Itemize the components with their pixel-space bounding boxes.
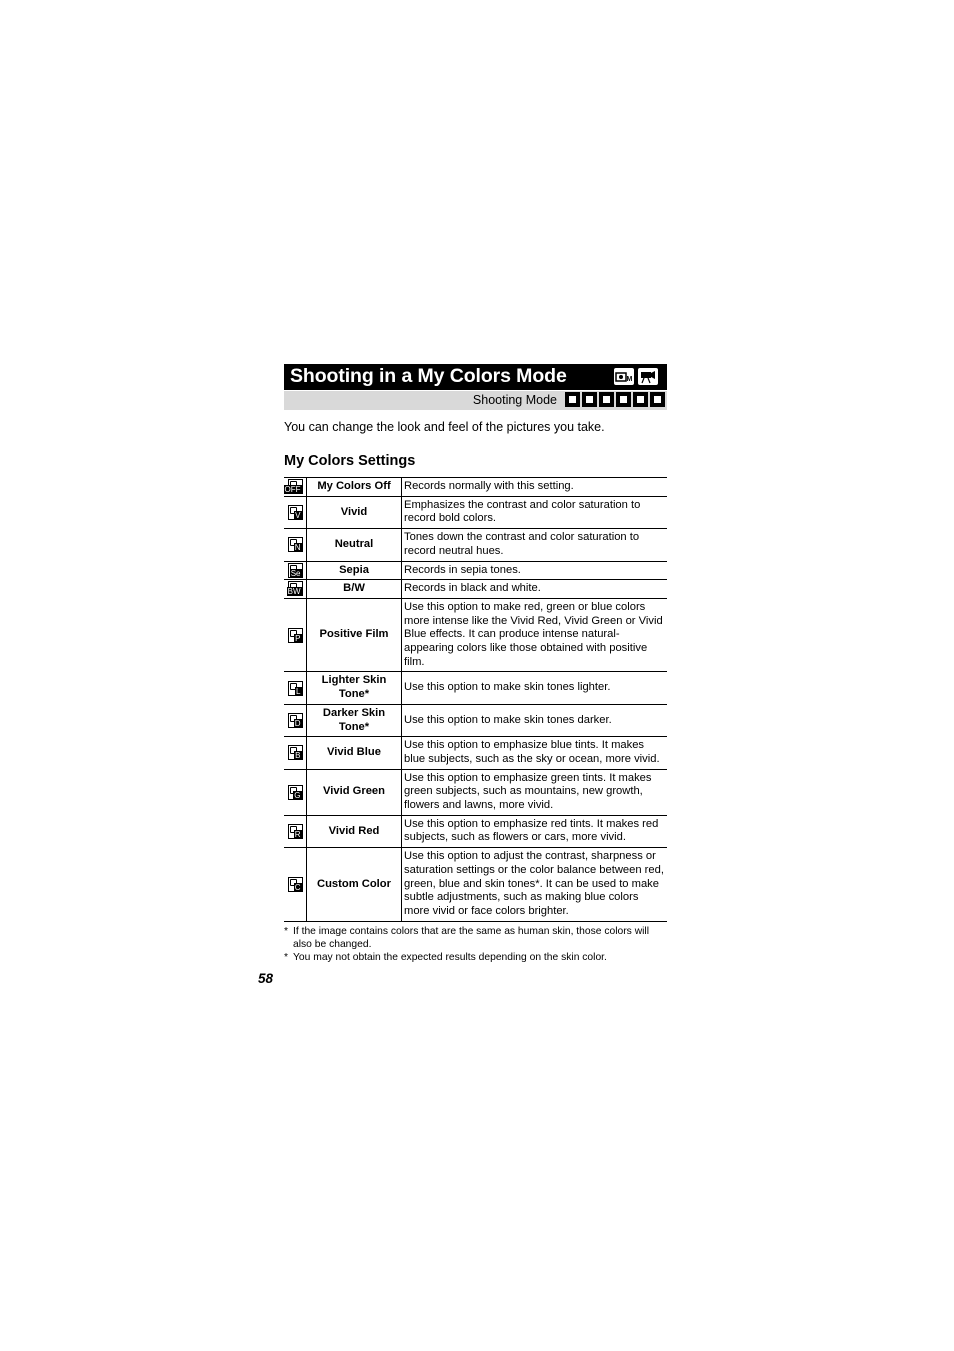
setting-description: Records normally with this setting. bbox=[402, 478, 668, 497]
my-colors-table bbox=[284, 477, 667, 922]
icon-glyph: L bbox=[296, 686, 301, 696]
setting-description: Use this option to make skin tones darker. bbox=[402, 704, 668, 736]
table-row bbox=[284, 672, 667, 704]
table-row bbox=[284, 529, 667, 561]
setting-name: Sepia bbox=[307, 561, 402, 580]
icon-glyph: V bbox=[295, 510, 301, 520]
my-colors-off-icon bbox=[284, 479, 303, 495]
page-title: Shooting in a My Colors Mode bbox=[290, 365, 567, 387]
title-icons bbox=[614, 368, 658, 385]
intro-text: You can change the look and feel of the pictures you take. bbox=[284, 420, 605, 434]
setting-description: Tones down the contrast and color saturation to record neutral hues. bbox=[402, 529, 668, 561]
table-row bbox=[284, 815, 667, 847]
setting-icon-cell bbox=[284, 704, 307, 736]
shooting-mode-label: Shooting Mode bbox=[472, 393, 557, 407]
setting-icon-cell bbox=[284, 561, 307, 580]
darker-skin-tone-icon bbox=[288, 713, 303, 728]
positive-film-icon bbox=[288, 628, 303, 643]
setting-icon-cell bbox=[284, 672, 307, 704]
sepia-icon bbox=[288, 563, 303, 578]
foliage-icon bbox=[633, 392, 648, 407]
setting-description: Use this option to emphasize blue tints. It makes blue subjects, such as the sky or ocean, more vivid. bbox=[402, 737, 668, 769]
icon-glyph: P bbox=[295, 633, 301, 643]
setting-description: Use this option to emphasize green tints. It makes green subjects, such as mountains, new growth, flowers and lawns, more vivid. bbox=[402, 769, 668, 815]
setting-name: Vivid Red bbox=[307, 815, 402, 847]
table-row bbox=[284, 769, 667, 815]
setting-name: Vivid bbox=[307, 496, 402, 528]
title-bar bbox=[284, 364, 667, 390]
setting-name: Custom Color bbox=[307, 848, 402, 922]
setting-name: Positive Film bbox=[307, 598, 402, 672]
footnote-text: You may not obtain the expected results depending on the skin color. bbox=[293, 951, 607, 963]
vivid-icon bbox=[288, 505, 303, 520]
setting-description: Use this option to make skin tones lighter. bbox=[402, 672, 668, 704]
shooting-mode-icons bbox=[565, 392, 665, 407]
movie-camera-icon bbox=[638, 368, 658, 385]
icon-glyph: D bbox=[294, 718, 301, 728]
setting-name: Lighter Skin Tone* bbox=[307, 672, 402, 704]
night-scene-icon bbox=[582, 392, 597, 407]
icon-glyph: N bbox=[294, 543, 301, 553]
icon-glyph: OFF bbox=[284, 485, 301, 495]
setting-name: Neutral bbox=[307, 529, 402, 561]
vivid-green-icon bbox=[288, 785, 303, 800]
vivid-blue-icon bbox=[288, 745, 303, 760]
camera-manual-icon bbox=[614, 368, 634, 385]
table-row bbox=[284, 704, 667, 736]
section-title: My Colors Settings bbox=[284, 453, 416, 469]
bw-icon bbox=[288, 581, 303, 596]
footnote bbox=[284, 951, 667, 964]
table-row bbox=[284, 561, 667, 580]
setting-icon-cell bbox=[284, 496, 307, 528]
setting-name: Vivid Green bbox=[307, 769, 402, 815]
setting-description: Use this option to adjust the contrast, sharpness or saturation settings or the color balance between red, green, blue and skin tones*. It can be used to make subtle adjustments, such as making blue colors more vivid or face colors brighter. bbox=[402, 848, 668, 922]
setting-description: Records in black and white. bbox=[402, 580, 668, 599]
setting-icon-cell bbox=[284, 848, 307, 922]
table-row bbox=[284, 496, 667, 528]
table-row bbox=[284, 580, 667, 599]
setting-icon-cell bbox=[284, 580, 307, 599]
setting-icon-cell bbox=[284, 529, 307, 561]
setting-icon-cell bbox=[284, 737, 307, 769]
icon-glyph: G bbox=[294, 790, 301, 800]
icon-glyph: R bbox=[294, 829, 301, 839]
table-row bbox=[284, 598, 667, 672]
setting-description: Use this option to make red, green or blue colors more intense like the Vivid Red, Vivid Green or Vivid Blue effects. It can produce intense natural-appearing colors like those obtained with positive film. bbox=[402, 598, 668, 672]
setting-icon-cell bbox=[284, 598, 307, 672]
table-row bbox=[284, 478, 667, 497]
page-number: 58 bbox=[258, 971, 274, 986]
kids-pets-icon bbox=[599, 392, 614, 407]
icon-glyph: C bbox=[294, 882, 301, 892]
shooting-mode-bar bbox=[284, 391, 667, 410]
footnote bbox=[284, 925, 667, 951]
footnote-mark: * bbox=[284, 925, 289, 937]
lighter-skin-tone-icon bbox=[288, 681, 303, 696]
page-content bbox=[284, 364, 667, 964]
table-row bbox=[284, 848, 667, 922]
table-row bbox=[284, 737, 667, 769]
icon-glyph: B bbox=[295, 751, 301, 761]
portrait-icon bbox=[565, 392, 580, 407]
neutral-icon bbox=[288, 537, 303, 552]
setting-name: My Colors Off bbox=[307, 478, 402, 497]
setting-icon-cell bbox=[284, 769, 307, 815]
vivid-red-icon bbox=[288, 824, 303, 839]
footnote-text: If the image contains colors that are the same as human skin, those colors will also be changed. bbox=[293, 925, 649, 950]
setting-description: Records in sepia tones. bbox=[402, 561, 668, 580]
footnotes bbox=[284, 925, 667, 964]
icon-glyph: BW bbox=[287, 587, 301, 597]
setting-icon-cell bbox=[284, 478, 307, 497]
footnote-mark: * bbox=[284, 951, 289, 963]
snow-icon bbox=[650, 392, 665, 407]
setting-name: B/W bbox=[307, 580, 402, 599]
setting-description: Use this option to emphasize red tints. It makes red subjects, such as flowers or cars, more vivid. bbox=[402, 815, 668, 847]
setting-description: Emphasizes the contrast and color saturation to record bold colors. bbox=[402, 496, 668, 528]
indoor-icon bbox=[616, 392, 631, 407]
icon-glyph: Se bbox=[290, 568, 301, 578]
svg-text:M: M bbox=[626, 376, 633, 383]
setting-name: Darker Skin Tone* bbox=[307, 704, 402, 736]
setting-name: Vivid Blue bbox=[307, 737, 402, 769]
setting-icon-cell bbox=[284, 815, 307, 847]
custom-color-icon bbox=[288, 877, 303, 892]
